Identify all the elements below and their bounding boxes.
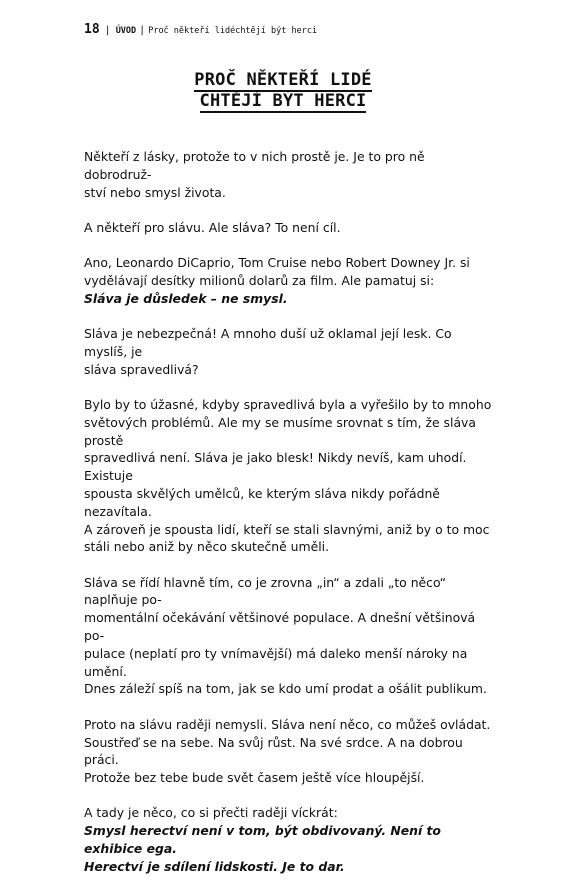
body-text [84,148,494,893]
paragraph [84,716,494,787]
paragraph-line: spravedlivá není. Sláva je jako blesk! Nikdy nevíš, kam uhodí. Existuje [84,450,467,484]
paragraph-line: vydělávají desítky milionů dolarů za film. Ale pamatuj si: [84,272,435,288]
paragraph [84,219,494,237]
paragraph-line: sláva spravedlivá? [84,361,199,377]
paragraph-line: ství nebo smysl života. [84,184,226,200]
header-separator: | [104,25,111,36]
paragraph [84,325,494,378]
emphasis-line: Herectví je sdílení lidskosti. Je to dar. [84,858,345,874]
section-name: ÚVOD [115,26,137,36]
paragraph-line: Ano, Leonardo DiCaprio, Tom Cruise nebo Robert Downey Jr. si [84,255,470,271]
paragraph-line: Dnes záleží spíš na tom, jak se kdo umí prodat a ošálit publikum. [84,681,487,697]
paragraph-line: Proto na slávu raději nemysli. Sláva není něco, co můžeš ovládat. [84,716,491,732]
emphasis-line: Sláva je důsledek – ne smysl. [84,290,288,306]
paragraph-line: Soustřeď se na sebe. Na svůj růst. Na své srdce. A na dobrou práci. [84,734,463,768]
title-line-1: PROČ NĚKTEŘÍ LIDÉ [194,70,372,90]
paragraph-line: světových problémů. Ale my se musíme srovnat s tím, že sláva prostě [84,414,476,448]
paragraph-line: pulace (neplatí pro ty vnímavější) má daleko menší nároky na umění. [84,645,468,679]
paragraph-line: spousta skvělých umělců, ke kterým sláva nikdy pořádně nezavítala. [84,485,440,519]
paragraph-line: Sláva je nebezpečná! A mnoho duší už oklamal její lesk. Co myslíš, je [84,326,452,359]
title-line-2: CHTĚJÍ BÝT HERCI [199,91,367,111]
emphasis-line: Smysl herectví není v tom, být obdivovaný. Není to exhibice ega. [84,823,441,856]
paragraph-line: A někteří pro slávu. Ale sláva? To není cíl. [84,219,341,235]
chapter-name: Proč někteří lidéchtějí být herci [148,26,318,36]
header-separator-2: | [139,25,146,36]
paragraph-line: Bylo by to úžasné, kdyby spravedlivá byla a vyřešilo by to mnoho [84,396,492,412]
paragraph [84,148,494,201]
paragraph-line: Sláva se řídí hlavně tím, co je zrovna „in“ a zdali „to něco“ naplňuje po- [84,574,447,608]
paragraph-line: A tady je něco, co si přečti raději víckrát: [84,805,338,821]
paragraph-line: stáli nebo aniž by něco skutečně uměli. [84,539,330,555]
paragraph-line: Protože bez tebe bude svět časem ještě více hloupější. [84,770,425,786]
paragraph-line: momentální očekávání většinové populace. A dnešní většinová po- [84,610,476,644]
paragraph [84,804,494,875]
paragraph [84,396,494,556]
paragraph-line: A zároveň je spousta lidí, kteří se stali slavnými, aniž by o to moc [84,521,490,537]
paragraph [84,254,494,307]
paragraph-line: Někteří z lásky, protože to v nich prostě je. Je to pro ně dobrodruž- [84,149,425,182]
paragraph [84,574,494,699]
running-head [84,22,317,37]
page-number: 18 [84,22,100,37]
page-title [0,71,566,113]
